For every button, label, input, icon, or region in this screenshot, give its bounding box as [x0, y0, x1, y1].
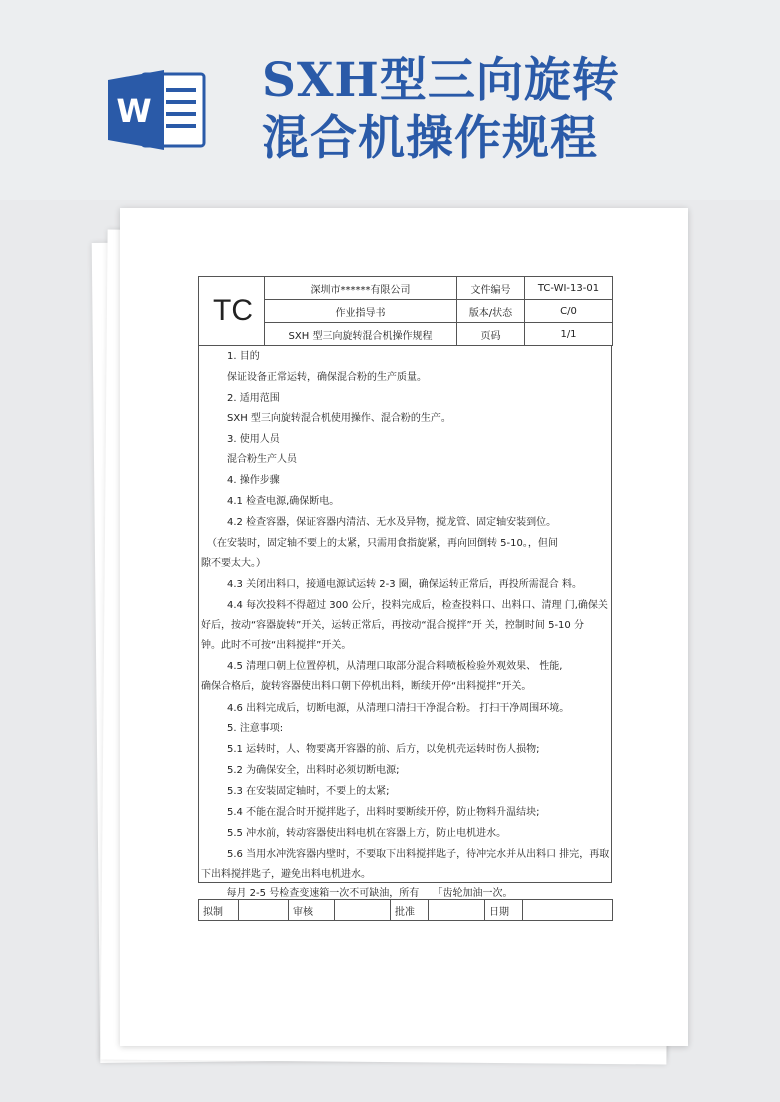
section-heading: 4. 操作步骤 — [227, 475, 280, 486]
section-heading: 5. 注意事项: — [227, 723, 284, 734]
section-heading: 1. 目的 — [227, 351, 260, 362]
paragraph-line: 4.3 关闭出料口，接通电源试运转 2-3 圈，确保运转正常后，再投所需混合 料。 — [227, 579, 582, 590]
paragraph-line: （在安装时，固定轴不要上的太紧，只需用食指旋紧，再向回倒转 5-10。，但间 — [207, 538, 558, 549]
page-value: 1/1 — [525, 323, 613, 346]
paragraph-line: 4.1 检查电源,确保断电。 — [227, 496, 340, 507]
doc-no-label: 文件编号 — [457, 277, 525, 300]
paragraph-line: 隙不要太大。） — [201, 558, 266, 569]
reviewed-label: 审核 — [289, 900, 335, 921]
maintenance-note-right: 「齿轮加油一次。 — [432, 887, 513, 899]
paragraph-line: 5.4 不能在混合时开搅拌匙子，出料时要断续开停，防止物料升温结块; — [227, 807, 540, 818]
procedure-body — [198, 346, 612, 883]
paragraph-line: 5.3 在安装固定轴时，不要上的太紧; — [227, 786, 390, 797]
word-document-icon — [108, 68, 208, 152]
version-label: 版本/状态 — [457, 300, 525, 323]
page-label: 页码 — [457, 323, 525, 346]
paragraph-line: 5.5 冲水前，转动容器使出料电机在容器上方，防止电机进水。 — [227, 828, 507, 839]
paragraph-line: 4.6 出料完成后，切断电源，从清理口清扫干净混合粉。 打扫干净周围环境。 — [227, 703, 570, 714]
paragraph-line: 钟。此时不可按“出料搅拌”开关。 — [201, 640, 352, 651]
signature-table — [198, 883, 613, 921]
maintenance-note-left: 每月 2-5 号检查变速箱一次不可缺油，所有 — [226, 887, 420, 899]
paragraph-line: 混合粉生产人员 — [227, 454, 297, 465]
doc-title: SXH 型三向旋转混合机操作规程 — [265, 323, 457, 346]
date-label: 日期 — [485, 900, 523, 921]
company-logo: TC — [199, 277, 265, 346]
paragraph-line: 确保合格后，旋转容器使出料口朝下停机出料，断续开停“出料搅拌”开关。 — [201, 681, 532, 692]
header-table — [198, 276, 613, 346]
paragraph-line: 好后，按动“容器旋转”开关，运转正常后，再按动“混合搅拌”开 关，控制时间 5-10 分 — [201, 620, 584, 631]
company-name: 深圳市******有限公司 — [265, 277, 457, 300]
word-icon-letter: W — [116, 92, 152, 130]
section-heading: 2. 适用范围 — [227, 393, 280, 404]
banner — [0, 0, 780, 200]
title-line-2: 混合机操作规程 — [262, 111, 598, 166]
drafted-value — [239, 900, 289, 921]
paragraph-line: 下出料搅拌匙子，避免出料电机进水。 — [201, 869, 371, 880]
approved-value — [429, 900, 485, 921]
version-value: C/0 — [525, 300, 613, 323]
paragraph-line: 5.2 为确保安全，出料时必须切断电源; — [227, 765, 400, 776]
paragraph-line: SXH 型三向旋转混合机使用操作、混合粉的生产。 — [227, 413, 451, 424]
date-value — [523, 900, 613, 921]
paragraph-line: 保证设备正常运转，确保混合粉的生产质量。 — [227, 372, 427, 383]
section-heading: 3. 使用人员 — [227, 434, 280, 445]
reviewed-value — [335, 900, 391, 921]
paragraph-line: 4.2 检查容器，保证容器内清洁、无水及异物，搅龙管、固定轴安装到位。 — [227, 517, 557, 528]
approved-label: 批准 — [391, 900, 429, 921]
paragraph-line: 5.6 当用水冲洗容器内壁时，不要取下出料搅拌匙子，待冲完水并从出料口 排完，再取 — [227, 849, 610, 860]
paragraph-line: 5.1 运转时，人、物要离开容器的前、后方，以免机壳运转时伤人损物; — [227, 744, 540, 755]
title-line-1: SXH型三向旋转 — [262, 53, 620, 108]
paragraph-line: 4.5 清理口朝上位置停机，从清理口取部分混合料喷板检验外观效果、 性能, — [227, 661, 563, 672]
drafted-label: 拟制 — [199, 900, 239, 921]
paragraph-line: 4.4 每次投料不得超过 300 公斤，投料完成后，检查投料口、出料口、清理 门,确保关 — [227, 600, 608, 611]
document — [198, 276, 612, 921]
page-title — [262, 52, 742, 168]
doc-no-value: TC-WI-13-01 — [525, 277, 613, 300]
doc-type: 作业指导书 — [265, 300, 457, 323]
